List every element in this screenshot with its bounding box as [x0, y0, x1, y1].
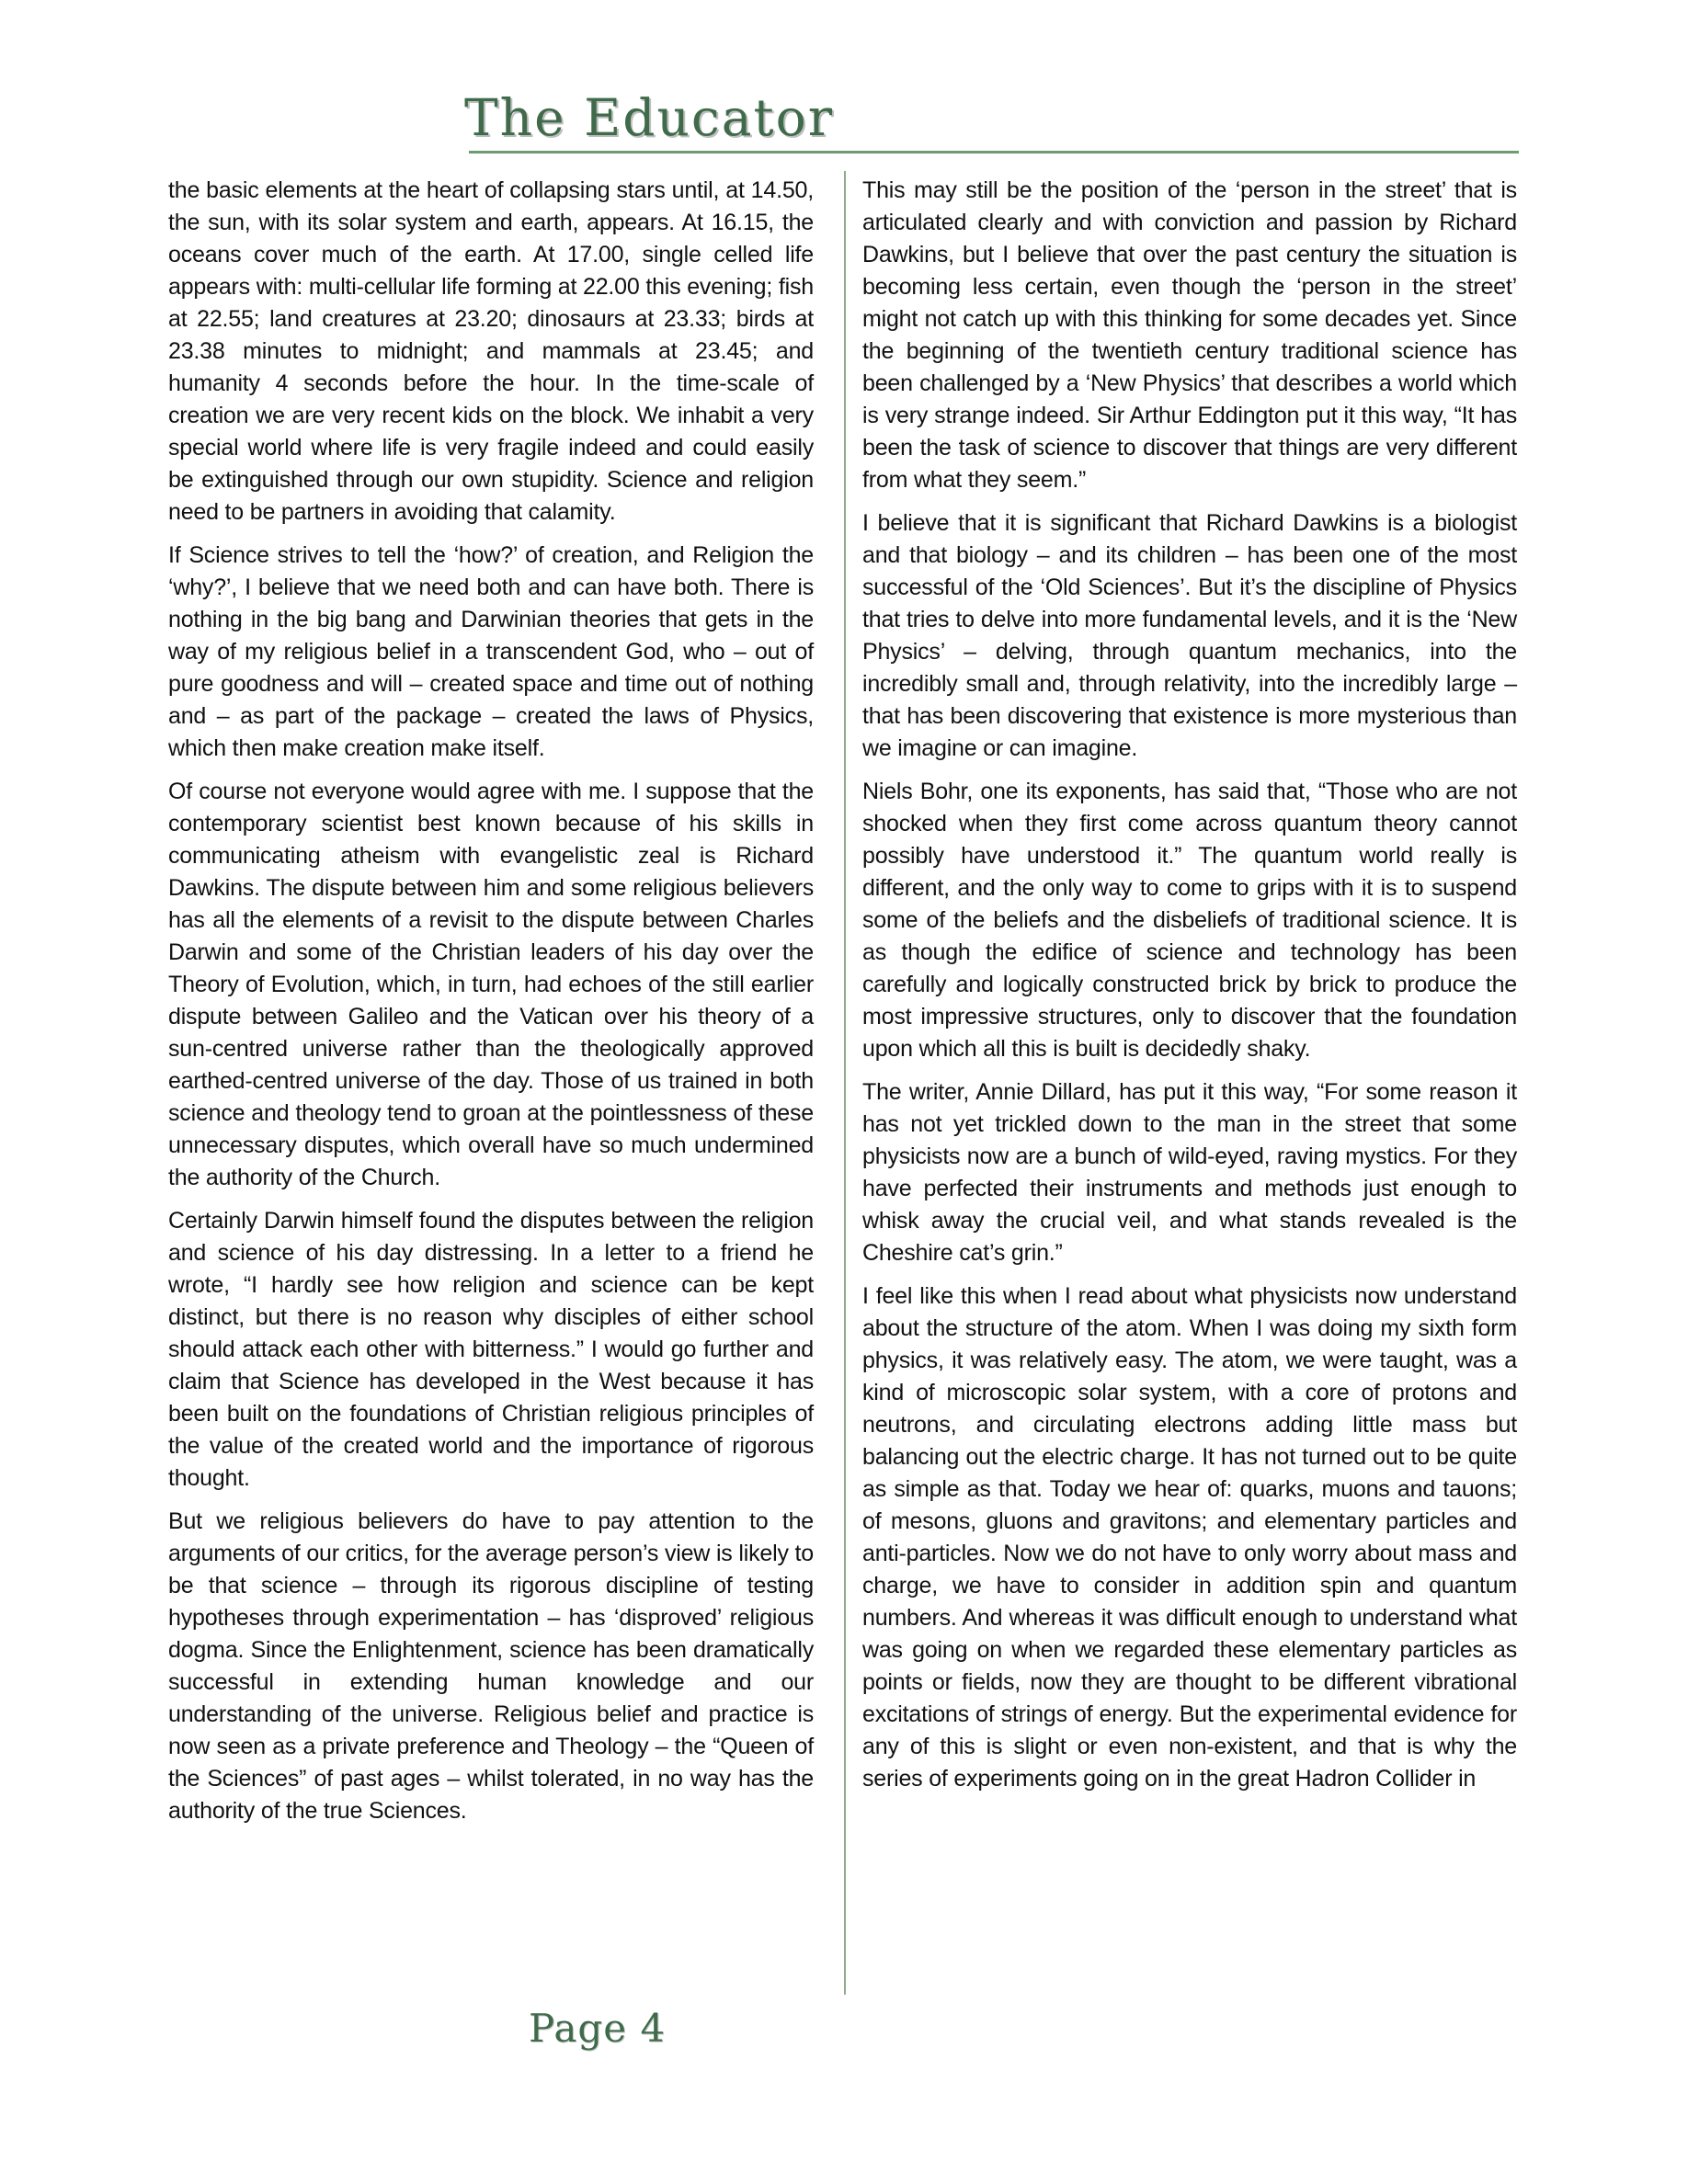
- paragraph: Certainly Darwin himself found the disputes between the religion and science of his day distressing. In a letter to a friend he wrote, “I hardly see how religion and science can be kept distinct, but there is no reason why disciples of either school should attack each other with bitterness.” I would go further and claim that Science has developed in the West because it has been built on the foundations of Christian religious principles of the value of the created world and the importance of rigorous thought.: [168, 1208, 814, 1491]
- header-rule: [469, 151, 1519, 154]
- paragraph: Of course not everyone would agree with me. I suppose that the contemporary scientist best known because of his skills in communicating atheism with evangelistic zeal is Richard Dawkins. The dispute between him and some religious believers has all the elements of a revisit to the dispute between Charles Darwin and some of the Christian leaders of his day over the Theory of Evolution, which, in turn, had echoes of the still earlier dispute between Galileo and the Vatican over his theory of a sun-centred universe rather than the theologically approved earthed-centred universe of the day. Those of us trained in both science and theology tend to groan at the pointlessness of these unnecessary disputes, which overall have so much undermined the authority of the Church.: [168, 779, 814, 1190]
- paragraph: The writer, Annie Dillard, has put it this way, “For some reason it has not yet trickled down to the man in the street that some physicists now are a bunch of wild-eyed, raving mystics. For they have perfected their instruments and methods just enough to whisk away the crucial veil, and what stands revealed is the Cheshire cat’s grin.”: [862, 1079, 1517, 1266]
- paragraph: I feel like this when I read about what physicists now understand about the structure of the atom. When I was doing my sixth form physics, it was relatively easy. The atom, we were taught, was a kind of microscopic solar system, with a core of protons and neutrons, and circulating electrons adding little mass but balancing out the electric charge. It has not turned out to be quite as simple as that. Today we hear of: quarks, muons and tauons; of mesons, gluons and gravitons; and elementary particles and anti-particles. Now we do not have to only worry about mass and charge, we have to consider in addition spin and quantum numbers. And whereas it was difficult enough to understand what was going on when we regarded these elementary particles as points or fields, now they are thought to be different vibrational excitations of strings of energy. But the experimental evidence for any of this is slight or even non-existent, and that is why the series of experiments going on in the great Hadron Collider in: [862, 1283, 1517, 1792]
- left-column: [168, 175, 814, 1838]
- paragraph: But we religious believers do have to pay attention to the arguments of our critics, for the average person’s view is likely to be that science – through its rigorous discipline of testing hypotheses through experimentation – has ‘disproved’ religious dogma. Since the Enlightenment, science has been dramatically successful in extending human knowledge and our understanding of the universe. Religious belief and practice is now seen as a private preference and Theology – the “Queen of the Sciences” of past ages – whilst tolerated, in no way has the authority of the true Sciences.: [168, 1508, 814, 1824]
- paragraph: Niels Bohr, one its exponents, has said that, “Those who are not shocked when they first come across quantum theory cannot possibly have understood it.” The quantum world really is different, and the only way to come to grips with it is to suspend some of the beliefs and the disbeliefs of traditional science. It is as though the edifice of science and technology has been carefully and logically constructed brick by brick to produce the most impressive structures, only to discover that the foundation upon which all this is built is decidedly shaky.: [862, 779, 1517, 1062]
- right-column: [862, 175, 1517, 1806]
- paragraph: the basic elements at the heart of collapsing stars until, at 14.50, the sun, with its solar system and earth, appears. At 16.15, the oceans cover much of the earth. At 17.00, single celled life appears with: multi-cellular life forming at 22.00 this evening; fish at 22.55; land creatures at 23.20; dinosaurs at 23.33; birds at 23.38 minutes to midnight; and mammals at 23.45; and humanity 4 seconds before the hour. In the time-scale of creation we are very recent kids on the block. We inhabit a very special world where life is very fragile indeed and could easily be extinguished through our own stupidity. Science and religion need to be partners in avoiding that calamity.: [168, 177, 814, 525]
- paragraph: If Science strives to tell the ‘how?’ of creation, and Religion the ‘why?’, I believe that we need both and can have both. There is nothing in the big bang and Darwinian theories that gets in the way of my religious belief in a transcendent God, who – out of pure goodness and will – created space and time out of nothing and – as part of the package – created the laws of Physics, which then make creation make itself.: [168, 542, 814, 761]
- paragraph: This may still be the position of the ‘person in the street’ that is articulated clearly and with conviction and passion by Richard Dawkins, but I believe that over the past century the situation is becoming less certain, even though the ‘person in the street’ might not catch up with this thinking for some decades yet. Since the beginning of the twentieth century traditional science has been challenged by a ‘New Physics’ that describes a world which is very strange indeed. Sir Arthur Eddington put it this way, “It has been the task of science to discover that things are very different from what they seem.”: [862, 177, 1517, 493]
- column-divider: [844, 171, 846, 1995]
- page-number: Page 4: [529, 2006, 667, 2051]
- paragraph: I believe that it is significant that Richard Dawkins is a biologist and that biology – and its children – has been one of the most successful of the ‘Old Sciences’. But it’s the discipline of Physics that tries to delve into more fundamental levels, and it is the ‘New Physics’ – delving, through quantum mechanics, into the incredibly small and, through relativity, into the incredibly large – that has been discovering that existence is more mysterious than we imagine or can imagine.: [862, 510, 1517, 761]
- publication-title: The Educator: [464, 88, 835, 147]
